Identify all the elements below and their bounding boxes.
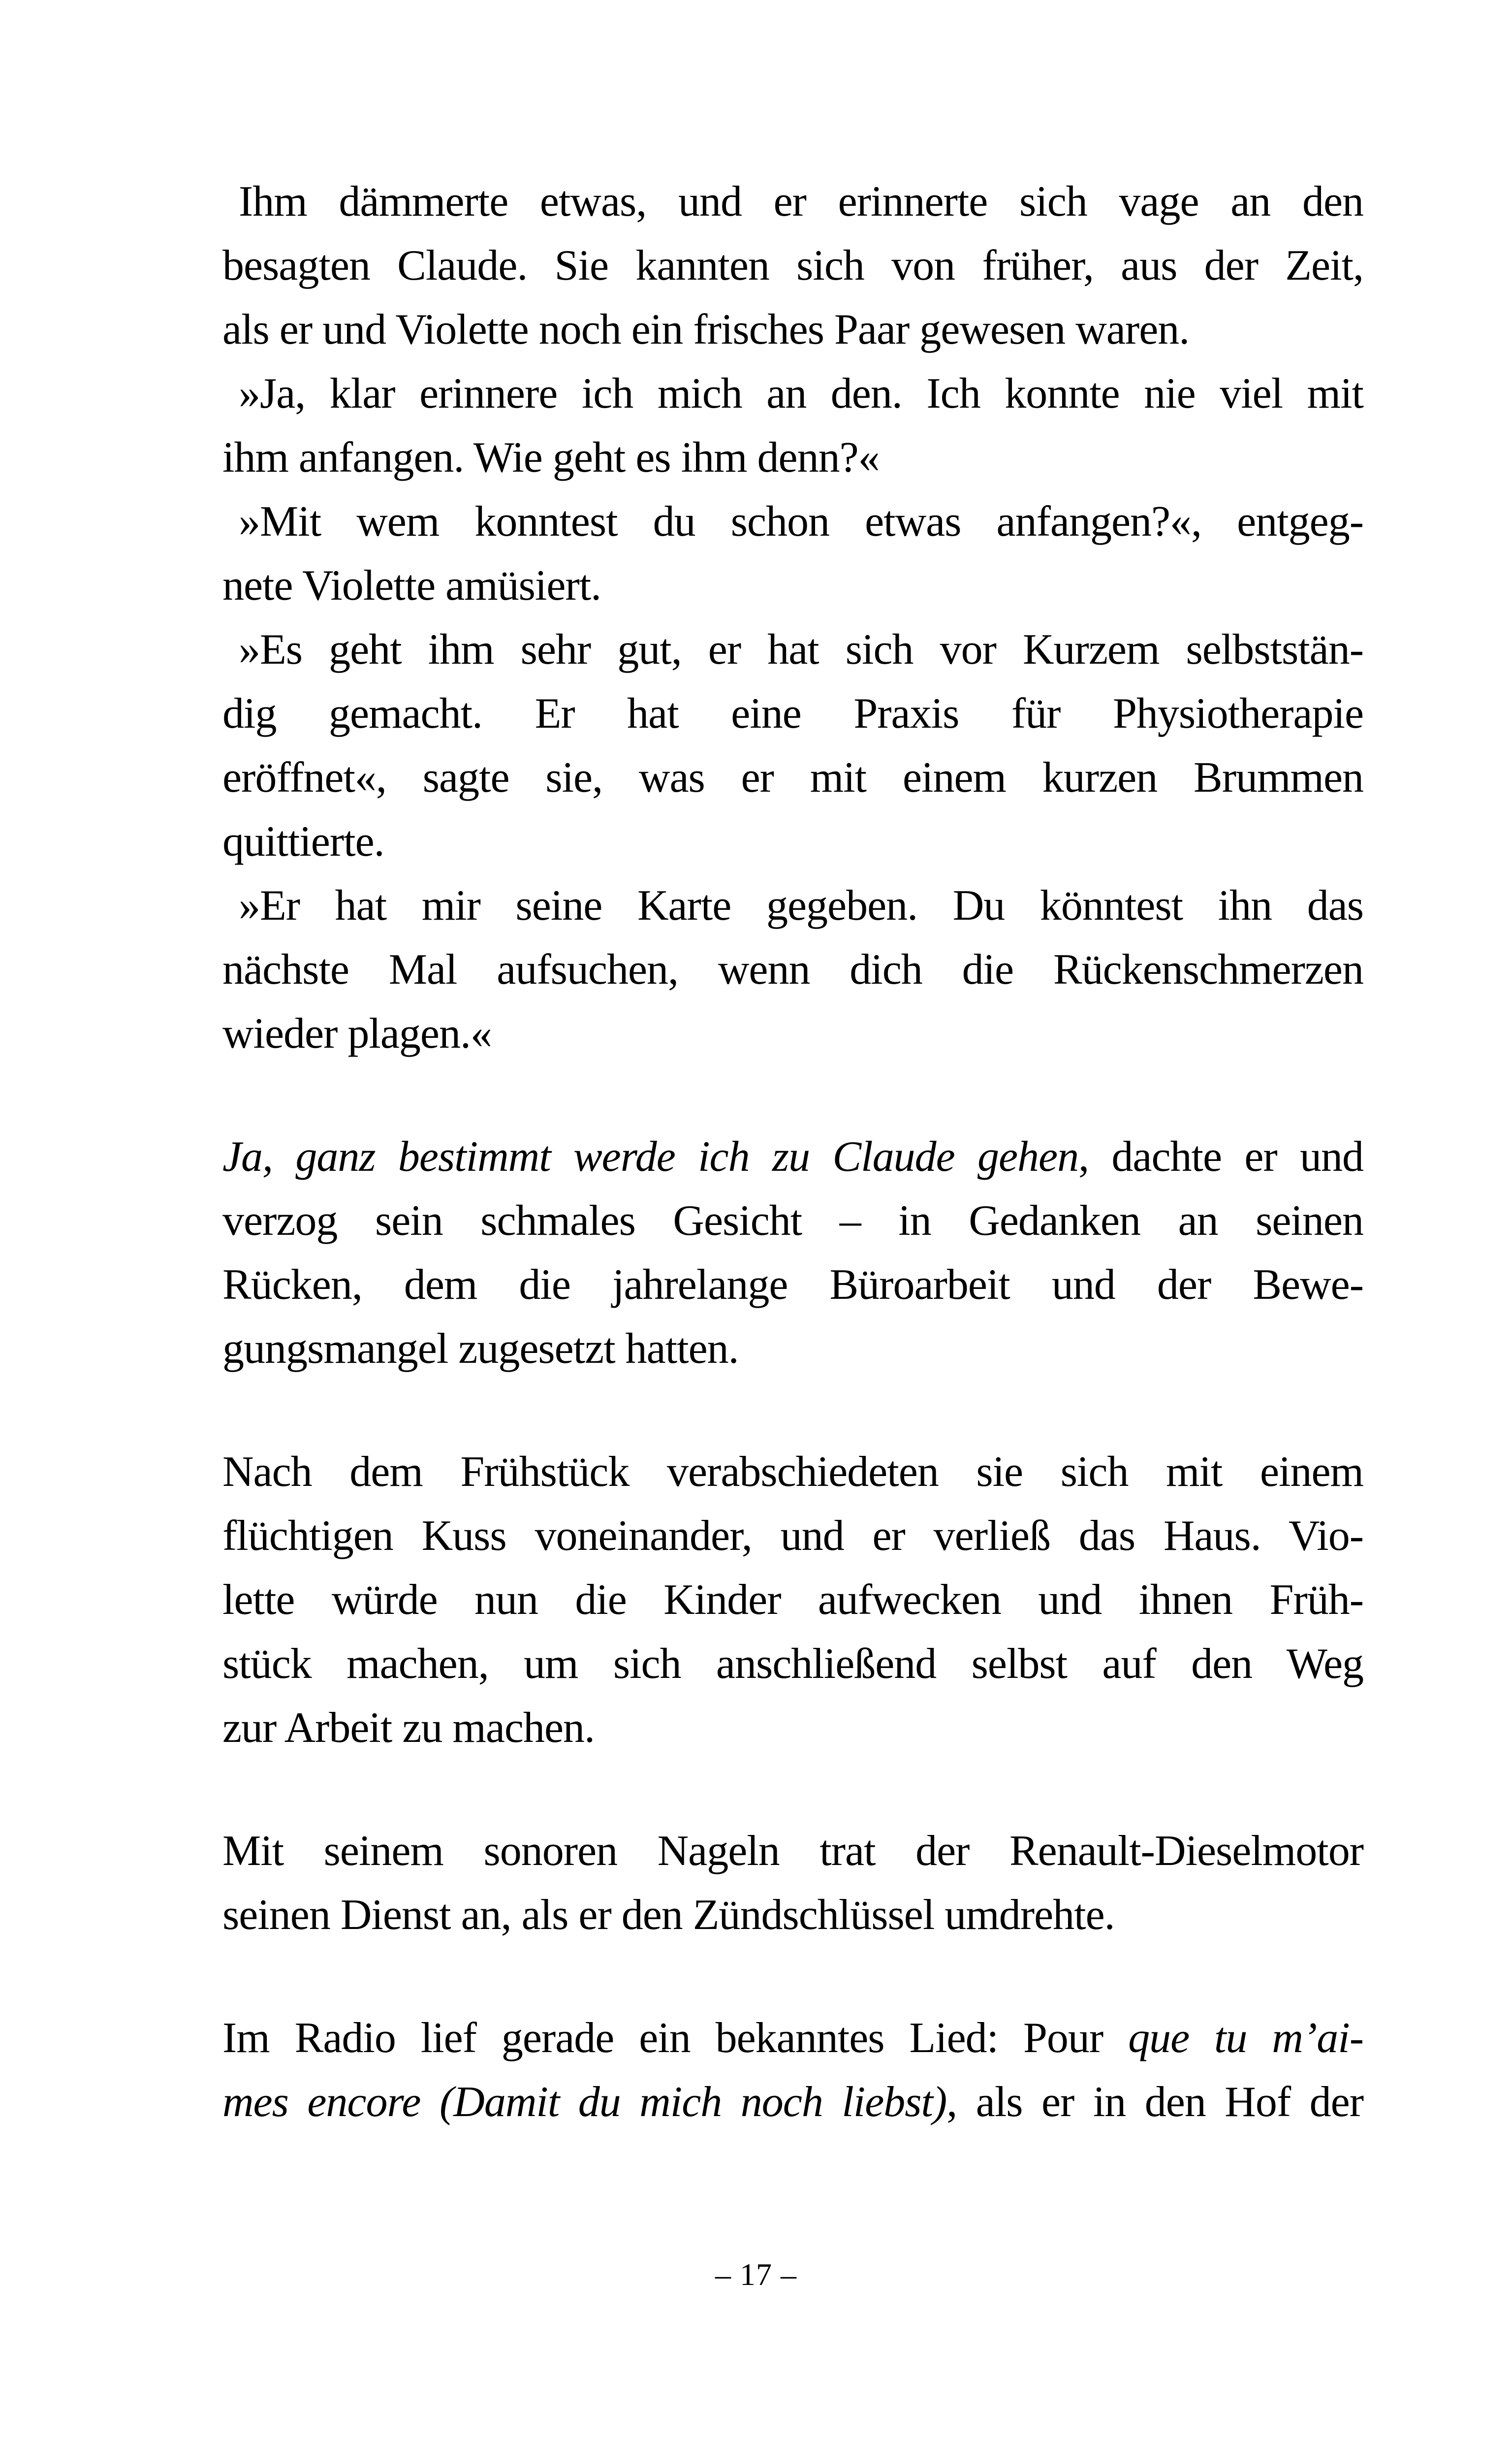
regular-text: als er und Violette noch ein frisches Paar gewesen waren. <box>222 306 1190 354</box>
regular-text: quittierte. <box>222 818 384 866</box>
page-number: – 17 – <box>715 2257 797 2292</box>
regular-text: , als er in den Hof der <box>946 2078 1364 2126</box>
paragraph <box>222 1819 1363 1947</box>
text-line <box>222 874 1363 938</box>
regular-text: Rücken, dem die jahrelange Büroarbeit und der Bewe- <box>222 1261 1363 1309</box>
text-line <box>222 1883 1363 1947</box>
text-line <box>222 1819 1363 1883</box>
text-line <box>222 682 1363 746</box>
regular-text: zur Arbeit zu machen. <box>222 1704 595 1752</box>
regular-text: »Ja, klar erinnere ich mich an den. Ich konnte nie viel mit <box>239 370 1363 418</box>
text-line <box>222 298 1363 362</box>
text-line <box>222 2006 1363 2070</box>
paragraph <box>222 1440 1363 1760</box>
text-line <box>222 1568 1363 1632</box>
paragraph <box>222 2006 1363 2134</box>
regular-text: besagten Claude. Sie kannten sich von früher, aus der Zeit, <box>222 242 1363 289</box>
text-line <box>222 1696 1363 1760</box>
paragraph <box>222 874 1363 1066</box>
regular-text: nächste Mal aufsuchen, wenn dich die Rückenschmerzen <box>222 946 1363 994</box>
text-line <box>222 1440 1363 1504</box>
regular-text: »Er hat mir seine Karte gegeben. Du könntest ihn das <box>239 882 1363 930</box>
italic-text: mes encore (Damit du mich noch liebst) <box>222 2078 947 2126</box>
regular-text: seinen Dienst an, als er den Zündschlüssel umdrehte. <box>222 1891 1115 1939</box>
text-line <box>222 1504 1363 1568</box>
regular-text: gungsmangel zugesetzt hatten. <box>222 1325 739 1373</box>
regular-text: , dachte er und <box>1078 1133 1363 1181</box>
regular-text: Nach dem Frühstück verabschiedeten sie sich mit einem <box>222 1448 1363 1496</box>
text-line <box>222 618 1363 682</box>
regular-text: ihm anfangen. Wie geht es ihm denn?« <box>222 434 880 482</box>
text-line <box>222 1189 1363 1253</box>
text-line <box>222 1632 1363 1696</box>
regular-text: stück machen, um sich anschließend selbst auf den Weg <box>222 1640 1363 1688</box>
text-line <box>222 746 1363 810</box>
regular-text: Ihm dämmerte etwas, und er erinnerte sich vage an den <box>239 178 1363 225</box>
text-line <box>222 234 1363 298</box>
paragraph <box>222 362 1363 490</box>
text-line <box>222 1253 1363 1317</box>
regular-text: dig gemacht. Er hat eine Praxis für Physiotherapie <box>222 690 1363 738</box>
text-line <box>222 938 1363 1002</box>
regular-text: Mit seinem sonoren Nageln trat der Renault-Dieselmotor <box>222 1827 1363 1875</box>
text-line <box>222 2070 1363 2134</box>
italic-text: Ja, ganz bestimmt werde ich zu Claude gehen <box>222 1133 1079 1181</box>
regular-text: eröffnet«, sagte sie, was er mit einem kurzen Brummen <box>222 754 1363 802</box>
paragraph <box>222 618 1363 874</box>
text-line <box>222 1317 1363 1381</box>
paragraph <box>222 490 1363 618</box>
regular-text: verzog sein schmales Gesicht – in Gedanken an seinen <box>222 1197 1363 1245</box>
text-line <box>222 170 1363 234</box>
regular-text: nete Violette amüsiert. <box>222 562 601 610</box>
text-line <box>222 490 1363 554</box>
text-line <box>222 1125 1363 1189</box>
regular-text: flüchtigen Kuss voneinander, und er verließ das Haus. Vio- <box>222 1512 1363 1560</box>
text-line <box>222 554 1363 618</box>
regular-text: lette würde nun die Kinder aufwecken und ihnen Früh- <box>222 1576 1363 1624</box>
text-line <box>222 426 1363 490</box>
text-line <box>222 362 1363 426</box>
regular-text: »Mit wem konntest du schon etwas anfangen?«, entgeg- <box>239 498 1363 546</box>
text-line <box>222 810 1363 874</box>
regular-text: Im Radio lief gerade ein bekanntes Lied: Pour <box>222 2014 1129 2062</box>
paragraph <box>222 170 1363 362</box>
paragraph <box>222 1125 1363 1381</box>
italic-text: que tu m’ai- <box>1128 2014 1363 2062</box>
text-line <box>222 1002 1363 1066</box>
text-block <box>222 170 1363 2134</box>
regular-text: wieder plagen.« <box>222 1010 492 1058</box>
regular-text: »Es geht ihm sehr gut, er hat sich vor Kurzem selbststän- <box>239 626 1363 674</box>
